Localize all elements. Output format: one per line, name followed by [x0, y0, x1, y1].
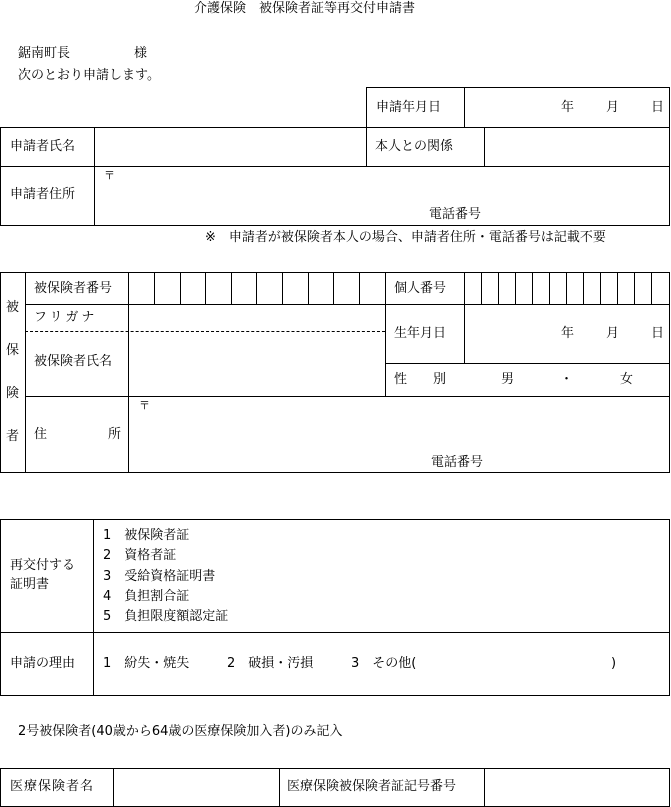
reissue-option-3[interactable]: 3 受給資格証明書	[103, 569, 216, 584]
reason-option-3[interactable]: 3 その他(	[351, 656, 417, 671]
insured-side-label-4: 者	[6, 429, 20, 444]
reason-option-2[interactable]: 2 破損・汚損	[227, 656, 314, 671]
reason-option-1[interactable]: 1 紛失・焼失	[103, 656, 190, 671]
reissue-label-line2: 証明書	[10, 577, 50, 592]
insurance-symbol-label: 医療保険被保険者証記号番号	[287, 779, 457, 794]
insured-side-label-3: 険	[6, 386, 20, 401]
birth-date-year: 年	[561, 326, 575, 341]
reissue-label-line1: 再交付する	[10, 558, 76, 573]
insured-address-label-2: 所	[108, 427, 122, 442]
sex-label: 性 別	[394, 372, 447, 387]
sex-male-option[interactable]: 男	[501, 372, 515, 387]
birth-date-label: 生年月日	[394, 326, 447, 341]
addressee-honorific: 様	[134, 46, 148, 61]
relation-label: 本人との関係	[375, 139, 454, 154]
furigana-field[interactable]	[130, 306, 384, 330]
insured-side-label-1: 被	[6, 300, 20, 315]
applicant-phone-label: 電話番号	[429, 207, 482, 222]
insured-side-label-2: 保	[6, 343, 20, 358]
application-date-month: 月	[606, 100, 620, 115]
applicant-address-field[interactable]	[96, 168, 668, 224]
birth-date-day: 日	[651, 326, 665, 341]
sex-female-option[interactable]: 女	[620, 372, 634, 387]
reissue-option-5[interactable]: 5 負担限度額認定証	[103, 609, 229, 624]
reason-label: 申請の理由	[10, 656, 76, 671]
applicant-note: ※ 申請者が被保険者本人の場合、申請者住所・電話番号は記載不要	[205, 230, 606, 245]
reason-other-close: )	[611, 656, 617, 671]
insured-address-label-1: 住	[34, 427, 48, 442]
form-title: 介護保険 被保険者証等再交付申請書	[194, 1, 416, 16]
furigana-label: フリガナ	[34, 310, 98, 325]
applicant-address-label: 申請者住所	[10, 187, 76, 202]
insured-phone-label: 電話番号	[431, 455, 484, 470]
insured-name-label: 被保険者氏名	[34, 354, 113, 369]
insured-address-field[interactable]	[130, 398, 668, 471]
personal-number-label: 個人番号	[394, 281, 447, 296]
application-date-year: 年	[561, 100, 575, 115]
application-date-label: 申請年月日	[376, 100, 442, 115]
birth-date-month: 月	[606, 326, 620, 341]
insured-postal-mark: 〒	[139, 399, 150, 412]
insured-name-field[interactable]	[130, 333, 384, 395]
applicant-name-label: 申請者氏名	[10, 139, 76, 154]
applicant-postal-mark: 〒	[104, 169, 115, 182]
insured-number-label: 被保険者番号	[34, 281, 113, 296]
reissue-option-2[interactable]: 2 資格者証	[103, 548, 177, 563]
reissue-option-1[interactable]: 1 被保険者証	[103, 528, 190, 543]
reissue-option-4[interactable]: 4 負担割合証	[103, 589, 190, 604]
intro-text: 次のとおり申請します。	[18, 68, 160, 83]
personal-number-field[interactable]	[466, 274, 668, 303]
addressee-name: 鋸南町長	[18, 46, 71, 61]
application-date-day: 日	[651, 100, 665, 115]
insurer-name-label: 医療保険者名	[10, 779, 95, 794]
sex-separator: ・	[560, 372, 574, 387]
insured-number-field[interactable]	[130, 274, 384, 303]
type2-note: 2号被保険者(40歳から64歳の医療保険加入者)のみ記入	[18, 724, 343, 739]
